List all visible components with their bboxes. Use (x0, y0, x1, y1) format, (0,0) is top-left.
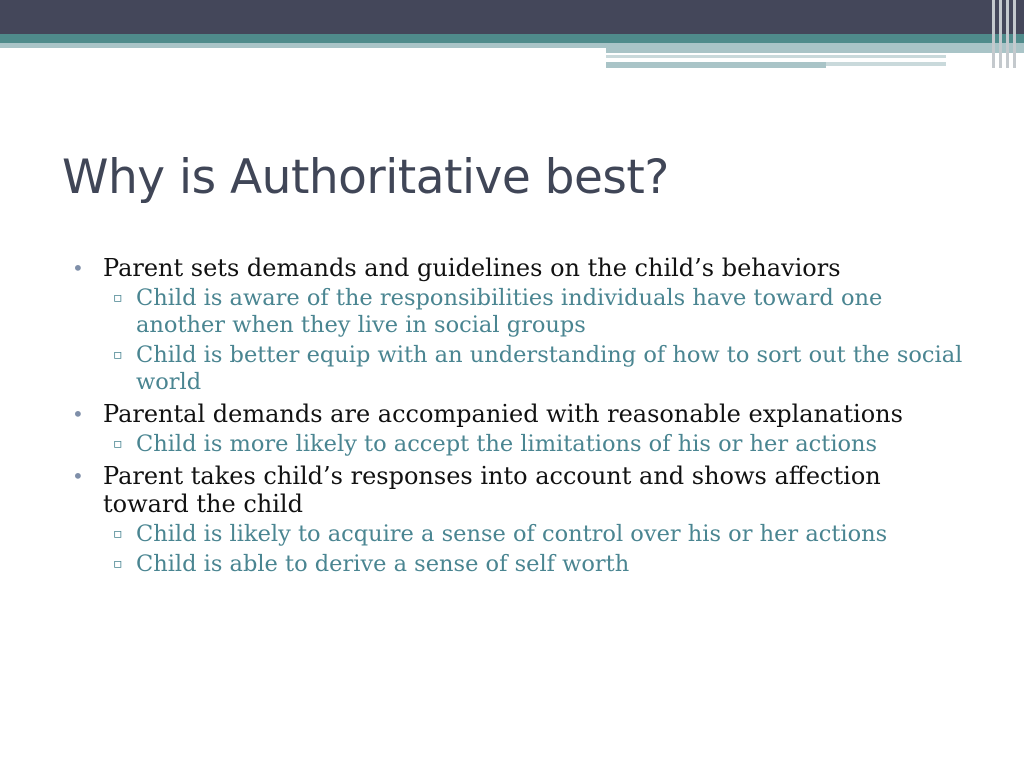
header-band-light (606, 62, 826, 68)
square-bullet-icon: ▫ (113, 347, 123, 363)
sub-bullet-text: Child is able to derive a sense of self worth (136, 551, 630, 577)
sub-bullet-item (103, 431, 970, 458)
header-band-light (606, 43, 1024, 53)
square-bullet-icon: ▫ (113, 556, 123, 572)
header-band-light (0, 43, 608, 48)
bullet-text: Parent sets demands and guidelines on the child’s behaviors (103, 254, 841, 282)
sub-bullet-item (103, 551, 970, 578)
bullet-item (70, 400, 970, 458)
bullet-list (70, 254, 970, 578)
bullet-text: Parent takes child’s responses into account and shows affection toward the child (103, 462, 881, 518)
square-bullet-icon: ▫ (113, 436, 123, 452)
header-band-light (606, 55, 946, 58)
sub-bullet-item (103, 342, 970, 396)
sub-bullet-text: Child is aware of the responsibilities individuals have toward one another when they live in social groups (136, 285, 883, 338)
sub-bullet-text: Child is better equip with an understanding of how to sort out the social world (136, 342, 963, 395)
sub-bullet-list (103, 431, 970, 458)
sub-bullet-text: Child is more likely to accept the limitations of his or her actions (136, 431, 878, 457)
bullet-dot-icon: • (72, 256, 84, 280)
sub-bullet-item (103, 285, 970, 339)
bullet-text: Parental demands are accompanied with reasonable explanations (103, 400, 903, 428)
bullet-dot-icon: • (72, 464, 84, 488)
square-bullet-icon: ▫ (113, 290, 123, 306)
header-edge-stripes (990, 0, 1024, 68)
bullet-item (70, 462, 970, 578)
bullet-item (70, 254, 970, 396)
sub-bullet-list (103, 521, 970, 578)
slide-title: Why is Authoritative best? (62, 150, 669, 205)
bullet-dot-icon: • (72, 402, 84, 426)
header-band-dark (0, 0, 1024, 34)
square-bullet-icon: ▫ (113, 526, 123, 542)
sub-bullet-list (103, 285, 970, 396)
sub-bullet-text: Child is likely to acquire a sense of control over his or her actions (136, 521, 888, 547)
sub-bullet-item (103, 521, 970, 548)
header-band-light (826, 62, 946, 66)
header-band-teal (0, 34, 1024, 43)
